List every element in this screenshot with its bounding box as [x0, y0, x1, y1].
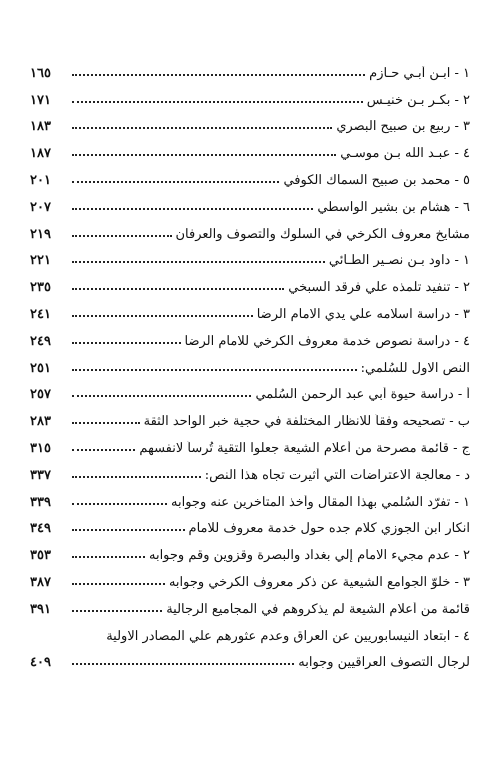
toc-entry — [30, 590, 470, 617]
toc-page-number: ٣١٥ — [30, 440, 51, 456]
toc-page-number: ٣٤٩ — [30, 521, 51, 537]
toc-page-number: ٣٣٧ — [30, 467, 51, 483]
toc-page-number: ٣٨٧ — [30, 574, 51, 590]
toc-page-number: ٢٣٥ — [30, 280, 51, 296]
toc-page-number: ٤٠٩ — [30, 655, 51, 671]
toc-page-number: ١٧١ — [30, 92, 51, 108]
toc-entry — [30, 161, 470, 188]
toc-dot-leader — [72, 127, 332, 129]
toc-page-number: ٢٥٧ — [30, 387, 51, 403]
table-of-contents — [30, 54, 470, 670]
toc-entry-title: ٢ - بكـر بـن خنيـس — [366, 92, 470, 108]
toc-entry-title: قائمة من أعلام الشيعة لم يذكروهم في المجاميع الرجالية — [166, 601, 470, 617]
toc-entry-title: النص الاول للسُلمي: — [360, 360, 470, 376]
toc-entry — [30, 188, 470, 215]
toc-entry — [30, 268, 470, 295]
toc-dot-leader — [72, 583, 165, 585]
toc-dot-leader — [72, 235, 172, 237]
toc-entry-title: د - معالجة الاعتراضات التي أثيرت تجاه هذا النص: — [204, 467, 470, 483]
toc-entry-title: ١ - ابـن أبـي حـازم — [369, 65, 470, 81]
toc-entry — [30, 429, 470, 456]
toc-entry — [30, 54, 470, 81]
toc-dot-leader — [72, 315, 253, 317]
toc-entry-title: ٥ - محمد بن صبيح السماك الكوفي — [283, 172, 470, 188]
toc-dot-leader — [72, 288, 284, 290]
toc-page-number: ٢٠١ — [30, 172, 51, 188]
toc-entry-title: ١ - تفرّد السُلمي بهذا المقال وأخذ المتأخرين عنه وجوابه — [171, 494, 470, 510]
toc-entry-title: ٤ - دراسة نصوص خدمة معروف الكرخي للامام الرضا — [184, 333, 470, 349]
toc-entry-title: ٣ - ربيع بن صبيح البصري — [336, 119, 470, 135]
toc-page-number: ١٨٧ — [30, 146, 51, 162]
toc-dot-leader — [72, 369, 357, 371]
toc-entry-title: ٣ - دراسة اسلامه علي يدي الامام الرضا — [256, 306, 470, 322]
toc-dot-leader — [72, 503, 167, 505]
toc-entry — [30, 295, 470, 322]
toc-page-number: ١٨٣ — [30, 119, 51, 135]
toc-entry-title: ٤ - ابتعاد النيسابوريين عن العراق وعدم عثورهم علي المصادر الاولية — [106, 628, 470, 644]
toc-dot-leader — [72, 663, 294, 665]
toc-entry — [30, 322, 470, 349]
toc-entry-title: لرجال التصوف العراقيين وجوابه — [298, 655, 470, 671]
toc-entry-title: ب - تصحيحه وفقاً للانظار المختلفة في حجية خبر الواحد الثقة — [143, 414, 470, 430]
toc-page-number: ٣٣٩ — [30, 494, 51, 510]
toc-dot-leader — [72, 101, 363, 103]
toc-dot-leader — [72, 261, 325, 263]
toc-entry-title: ٢ - تنفيد تلمذه علي فرقد السبخي — [288, 280, 470, 296]
toc-dot-leader — [72, 556, 145, 558]
toc-entry — [30, 215, 470, 242]
toc-dot-leader — [72, 181, 279, 183]
toc-page-number: ٢٤١ — [30, 306, 51, 322]
toc-dot-leader — [72, 449, 135, 451]
toc-page-number: ٢٥١ — [30, 360, 51, 376]
toc-page-number: ٢٨٣ — [30, 414, 51, 430]
toc-entry-title: ١ - داود بـن نصـير الطـائي — [328, 253, 470, 269]
toc-page-number: ١٦٥ — [30, 65, 51, 81]
toc-dot-leader — [72, 476, 201, 478]
toc-entry — [30, 617, 470, 644]
toc-entry — [30, 510, 470, 537]
toc-entry — [30, 483, 470, 510]
toc-dot-leader — [72, 154, 336, 156]
toc-page-number: ٢١٩ — [30, 226, 51, 242]
toc-entry — [30, 349, 470, 376]
toc-dot-leader — [72, 342, 181, 344]
toc-entry — [30, 644, 470, 671]
toc-page-number: ٢٤٩ — [30, 333, 51, 349]
toc-entry-title: ٢ - عدم مجيء الامام إلي بغداد والبصرة وقزوين وقم وجوابه — [148, 548, 470, 564]
toc-entry-title: ٤ - عبـد الله بـن موسـي — [340, 146, 470, 162]
toc-entry-title: ٣ - خلوّ الجوامع الشيعية عن ذكر معروف الكرخي وجوابه — [168, 574, 470, 590]
toc-entry — [30, 242, 470, 269]
toc-page-number: ٣٥٣ — [30, 548, 51, 564]
toc-entry-title: مشايخ معروف الكرخي في السلوك والتصوف والعرفان — [175, 226, 470, 242]
toc-entry-title: ٦ - هشام بن بشير الواسطي — [317, 199, 470, 215]
toc-entry — [30, 81, 470, 108]
toc-dot-leader — [72, 208, 313, 210]
toc-dot-leader — [72, 422, 140, 424]
toc-entry-title: انكار ابن الجوزي كلام جده حول خدمة معروف للامام — [188, 521, 470, 537]
toc-entry — [30, 563, 470, 590]
toc-page-number: ٣٩١ — [30, 601, 51, 617]
toc-entry — [30, 376, 470, 403]
toc-entry — [30, 134, 470, 161]
toc-page-number: ٢٢١ — [30, 253, 51, 269]
toc-page-number: ٢٠٧ — [30, 199, 51, 215]
toc-entry — [30, 108, 470, 135]
toc-entry — [30, 456, 470, 483]
toc-dot-leader — [72, 610, 162, 612]
toc-dot-leader — [72, 74, 365, 76]
toc-entry — [30, 402, 470, 429]
toc-dot-leader — [72, 529, 185, 531]
toc-entry-title: ج - قائمة مصرحة من أعلام الشيعة جعلوا التقية تُرساً لانفسهم — [139, 440, 470, 456]
toc-dot-leader — [72, 395, 251, 397]
toc-entry — [30, 536, 470, 563]
toc-entry-title: أ - دراسة حيوة أبي عبد الرحمن السُلمي — [255, 387, 470, 403]
